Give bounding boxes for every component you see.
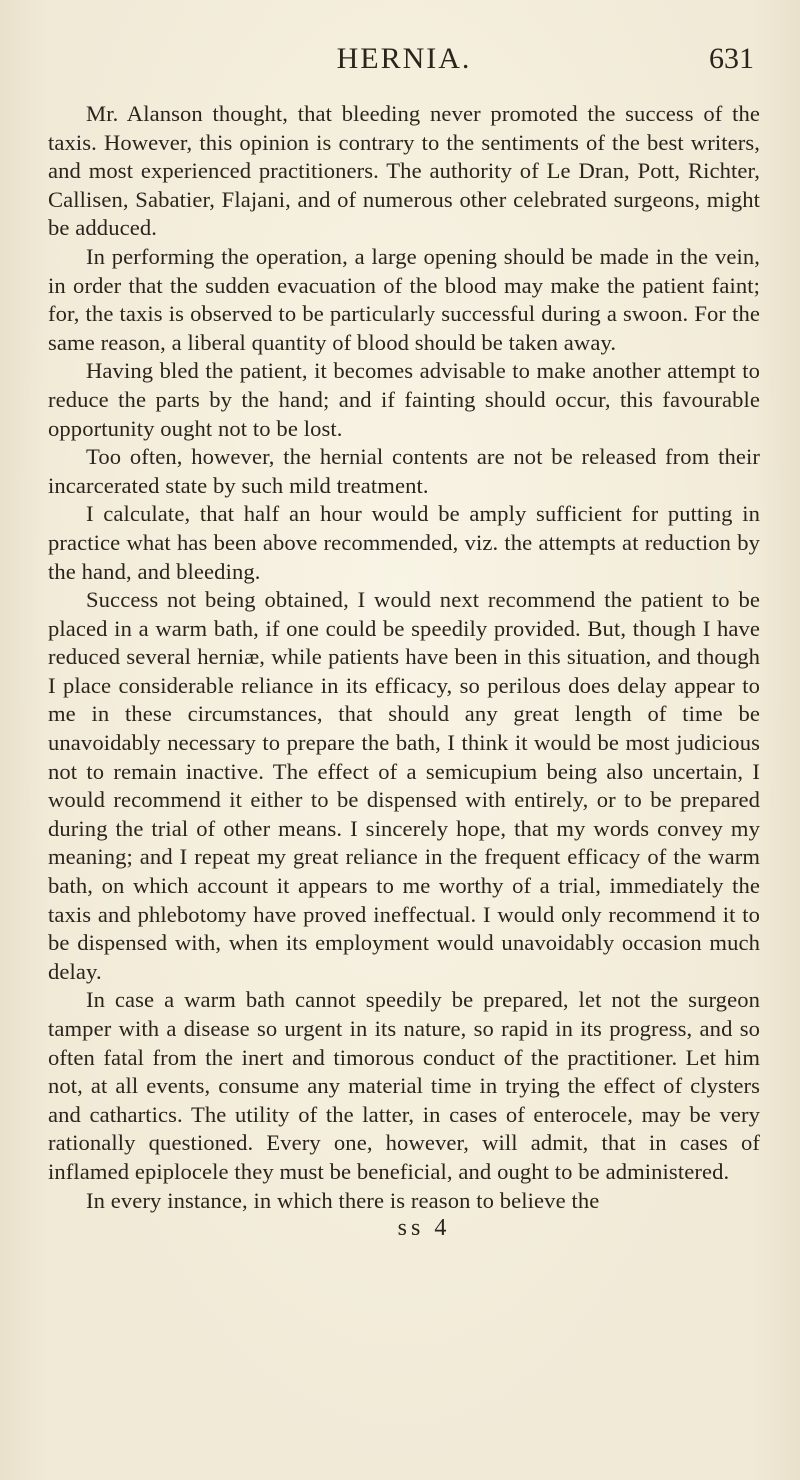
running-title: HERNIA. (336, 42, 472, 75)
paragraph: Mr. Alanson thought, that bleeding never promoted the success of the taxis. However, this opinion is contrary to the sentiments of the best writers, and most experienced practitioners. The authority of Le Dran, Pott, Richter, Callisen, Sabatier, Flajani, and of numerous other celebrated surgeons, might be adduced. (48, 101, 760, 241)
running-head (48, 42, 760, 82)
page-number: 631 (709, 42, 754, 75)
body-text (48, 100, 760, 1215)
paragraph: In performing the operation, a large opening should be made in the vein, in order that the sudden evacuation of the blood may make the patient faint; for, the taxis is observed to be particularly successful during a swoon. For the same reason, a liberal quantity of blood should be taken away. (48, 243, 760, 355)
paragraph: In every instance, in which there is reason to believe the (86, 1187, 600, 1213)
paragraph: Too often, however, the hernial contents are not be released from their incarcerated state by such mild treatment. (48, 444, 760, 498)
signature-mark: ss 4 (397, 1215, 451, 1242)
paragraph: In case a warm bath cannot speedily be prepared, let not the surgeon tamper with a disease so urgent in its nature, so rapid in its progress, and so often fatal from the inert and timorous conduct of the practitioner. Let him not, at all events, consume any material time in trying the effect of clysters and cathartics. The utility of the latter, in cases of enterocele, may be very rationally questioned. Every one, however, will admit, that in cases of inflamed epiplocele they must be beneficial, and ought to be administered. (48, 987, 760, 1184)
paragraph: I calculate, that half an hour would be amply sufficient for putting in practice what has been above recommended, viz. the attempts at reduction by the hand, and bleeding. (48, 501, 760, 584)
paragraph: Success not being obtained, I would next recommend the patient to be placed in a warm bath, if one could be speedily provided. But, though I have reduced several herniæ, while patients have been in this situation, and though I place considerable reliance in its efficacy, so perilous does delay appear to me in these circumstances, that should any great length of time be unavoidably necessary to prepare the bath, I think it would be most judicious not to remain inactive. The effect of a semicupium being also uncertain, I would recommend it either to be dispensed with entirely, or to be prepared during the trial of other means. I sincerely hope, that my words convey my meaning; and I repeat my great reliance in the frequent efficacy of the warm bath, on which account it appears to me worthy of a trial, immediately the taxis and phlebotomy have proved ineffectual. I would only recommend it to be dispensed with, when its employment would unavoidably occasion much delay. (48, 587, 760, 984)
paragraph: Having bled the patient, it becomes advisable to make another attempt to reduce the parts by the hand; and if fainting should occur, this favourable opportunity ought not to be lost. (48, 358, 760, 441)
